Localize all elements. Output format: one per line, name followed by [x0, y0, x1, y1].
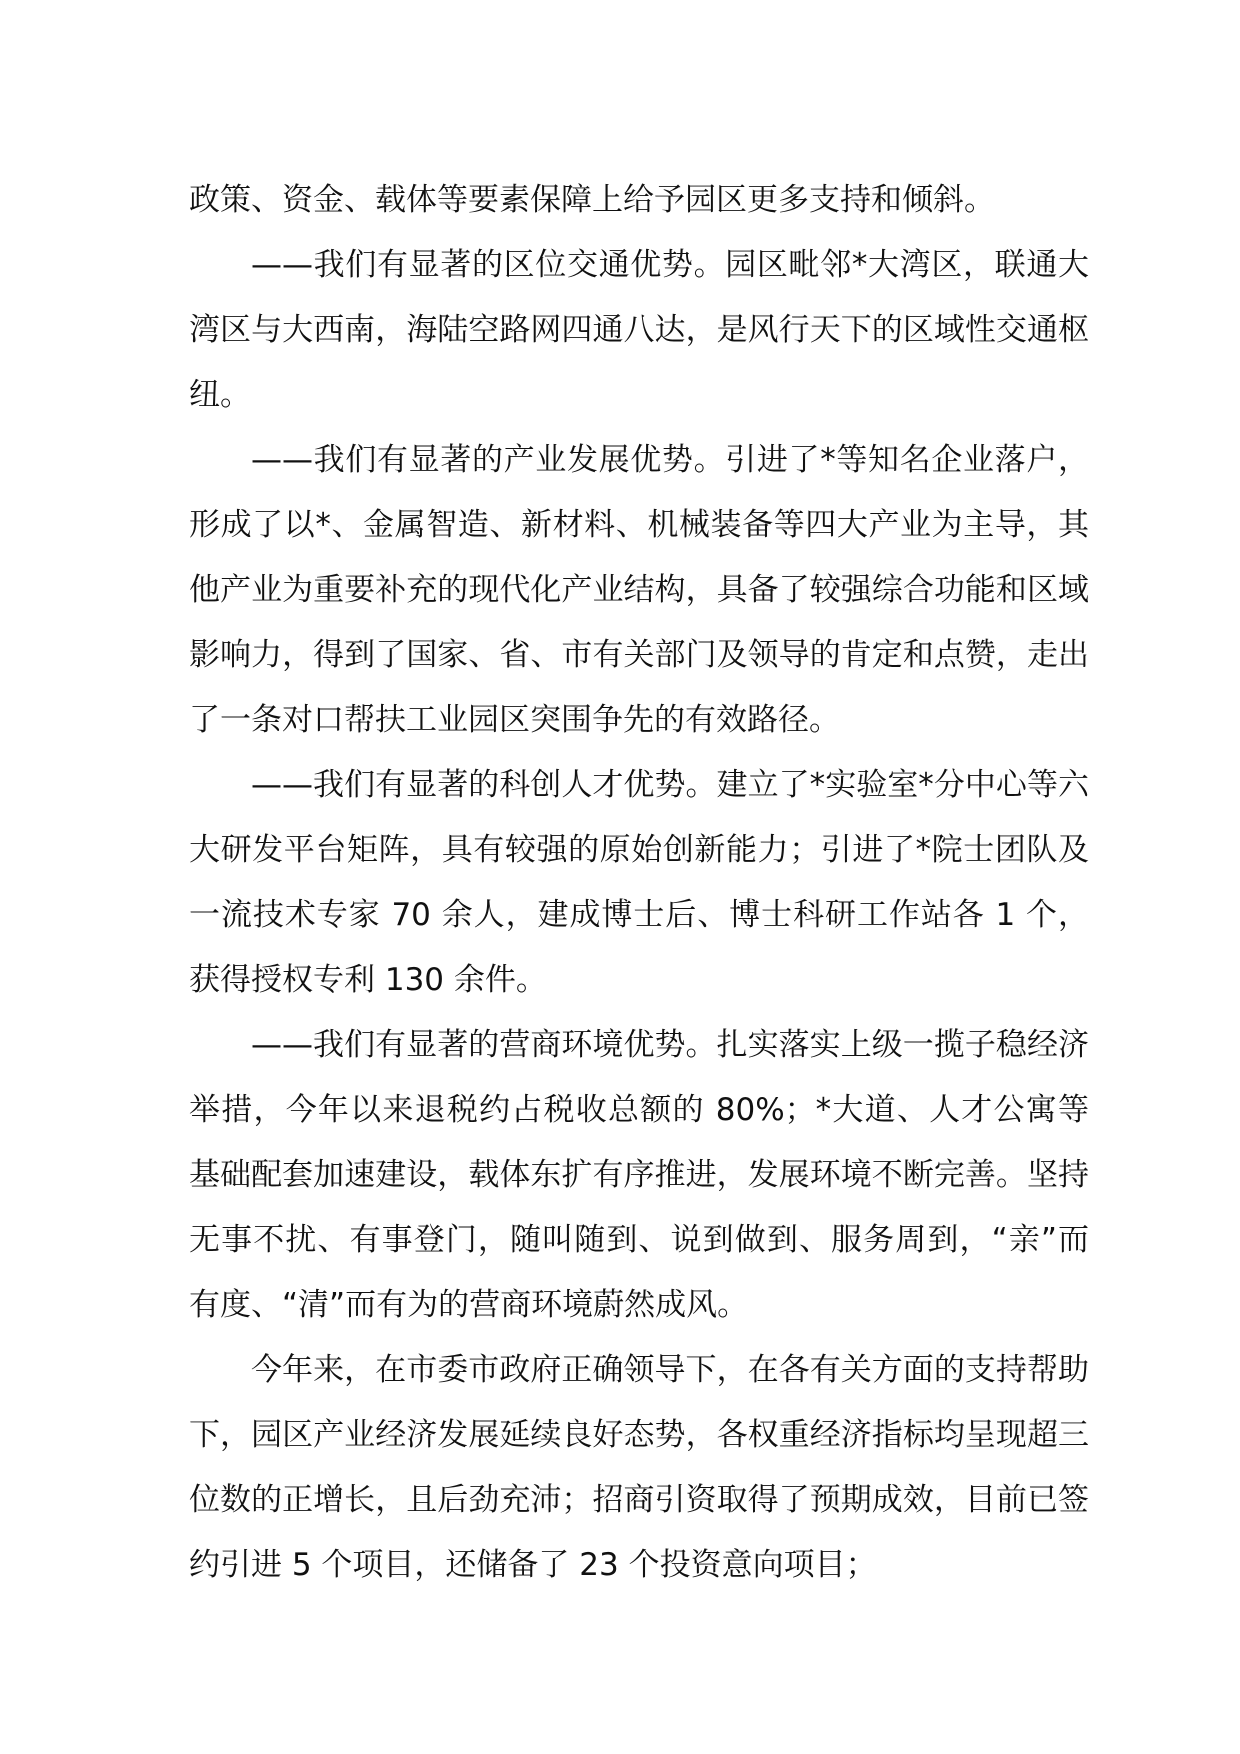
paragraph-location-advantage: ——我们有显著的区位交通优势。园区毗邻*大湾区，联通大湾区与大西南，海陆空路网四通八达，是风行天下的区域性交通枢纽。 [189, 247, 1089, 413]
paragraph-industry-advantage: ——我们有显著的产业发展优势。引进了*等知名企业落户，形成了以*、金属智造、新材料、机械装备等四大产业为主导，其他产业为重要补充的现代化产业结构，具备了较强综合功能和区域影响力，得到了国家、省、市有关部门及领导的肯定和点赞，走出了一条对口帮扶工业园区突围争先的有效路径。 [189, 442, 1089, 738]
document-body [189, 168, 1089, 1598]
paragraph-this-year-summary: 今年来，在市委市政府正确领导下，在各有关方面的支持帮助下，园区产业经济发展延续良好态势，各权重经济指标均呈现超三位数的正增长，且后劲充沛；招商引资取得了预期成效，目前已签约引进 5 个项目，还储备了 23 个投资意向项目； [189, 1352, 1089, 1583]
paragraph-innovation-talent-advantage: ——我们有显著的科创人才优势。建立了*实验室*分中心等六大研发平台矩阵，具有较强的原始创新能力；引进了*院士团队及一流技术专家 70 余人，建成博士后、博士科研工作站各 1 个，获得授权专利 130 余件。 [189, 767, 1089, 998]
paragraph-business-environment-advantage: ——我们有显著的营商环境优势。扎实落实上级一揽子稳经济举措，今年以来退税约占税收总额的 80%；*大道、人才公寓等基础配套加速建设，载体东扩有序推进，发展环境不断完善。坚持无事不扰、有事登门，随叫随到、说到做到、服务周到，“亲”而有度、“清”而有为的营商环境蔚然成风。 [189, 1027, 1089, 1323]
paragraph-continuation: 政策、资金、载体等要素保障上给予园区更多支持和倾斜。 [189, 182, 995, 218]
